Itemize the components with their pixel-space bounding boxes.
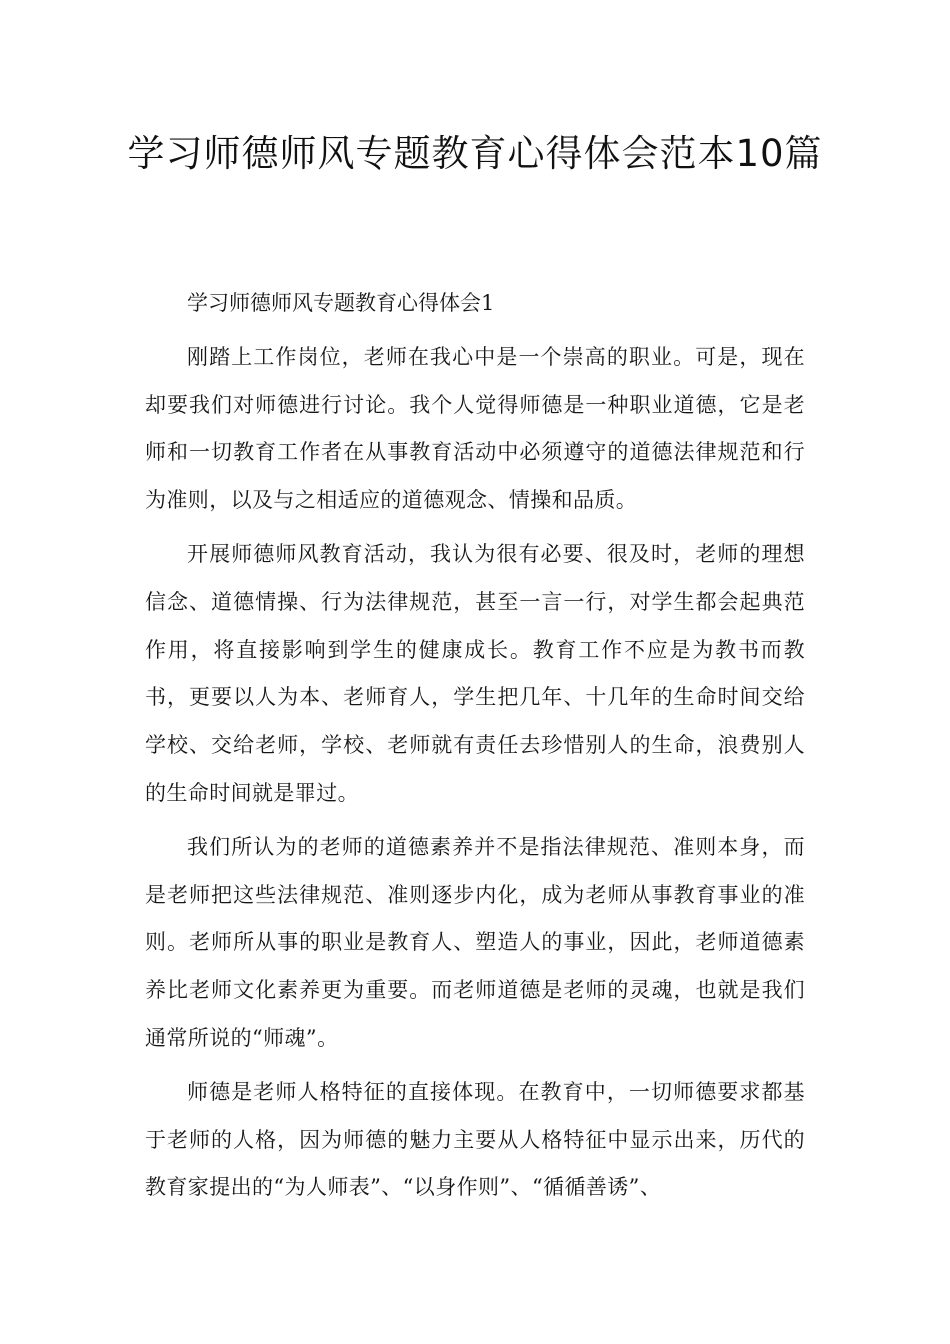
section-heading: 学习师德师风专题教育心得体会1 bbox=[187, 291, 495, 315]
document-title: 学习师德师风专题教育心得体会范本10篇 bbox=[127, 132, 823, 175]
paragraph: 师德是老师人格特征的直接体现。在教育中，一切师德要求都基于老师的人格，因为师德的魅力主要从人格特征中显示出来，历代的教育家提出的“为人师表”、“以身作则”、“循循善诱”、 bbox=[145, 1079, 805, 1200]
paragraph: 刚踏上工作岗位，老师在我心中是一个崇高的职业。可是，现在却要我们对师德进行讨论。我个人觉得师德是一种职业道德，它是老师和一切教育工作者在从事教育活动中必须遵守的道德法律规范和行为准则，以及与之相适应的道德观念、情操和品质。 bbox=[145, 344, 805, 513]
paragraph: 我们所认为的老师的道德素养并不是指法律规范、准则本身，而是老师把这些法律规范、准则逐步内化，成为老师从事教育事业的准则。老师所从事的职业是教育人、塑造人的事业，因此，老师道德素养比老师文化素养更为重要。而老师道德是老师的灵魂，也就是我们通常所说的“师魂”。 bbox=[145, 834, 805, 1050]
document-body bbox=[145, 280, 805, 1218]
paragraph: 开展师德师风教育活动，我认为很有必要、很及时，老师的理想信念、道德情操、行为法律规范，甚至一言一行，对学生都会起典范作用，将直接影响到学生的健康成长。教育工作不应是为教书而教书，更要以人为本、老师育人，学生把几年、十几年的生命时间交给学校、交给老师，学校、老师就有责任去珍惜别人的生命，浪费别人的生命时间就是罪过。 bbox=[145, 541, 805, 805]
